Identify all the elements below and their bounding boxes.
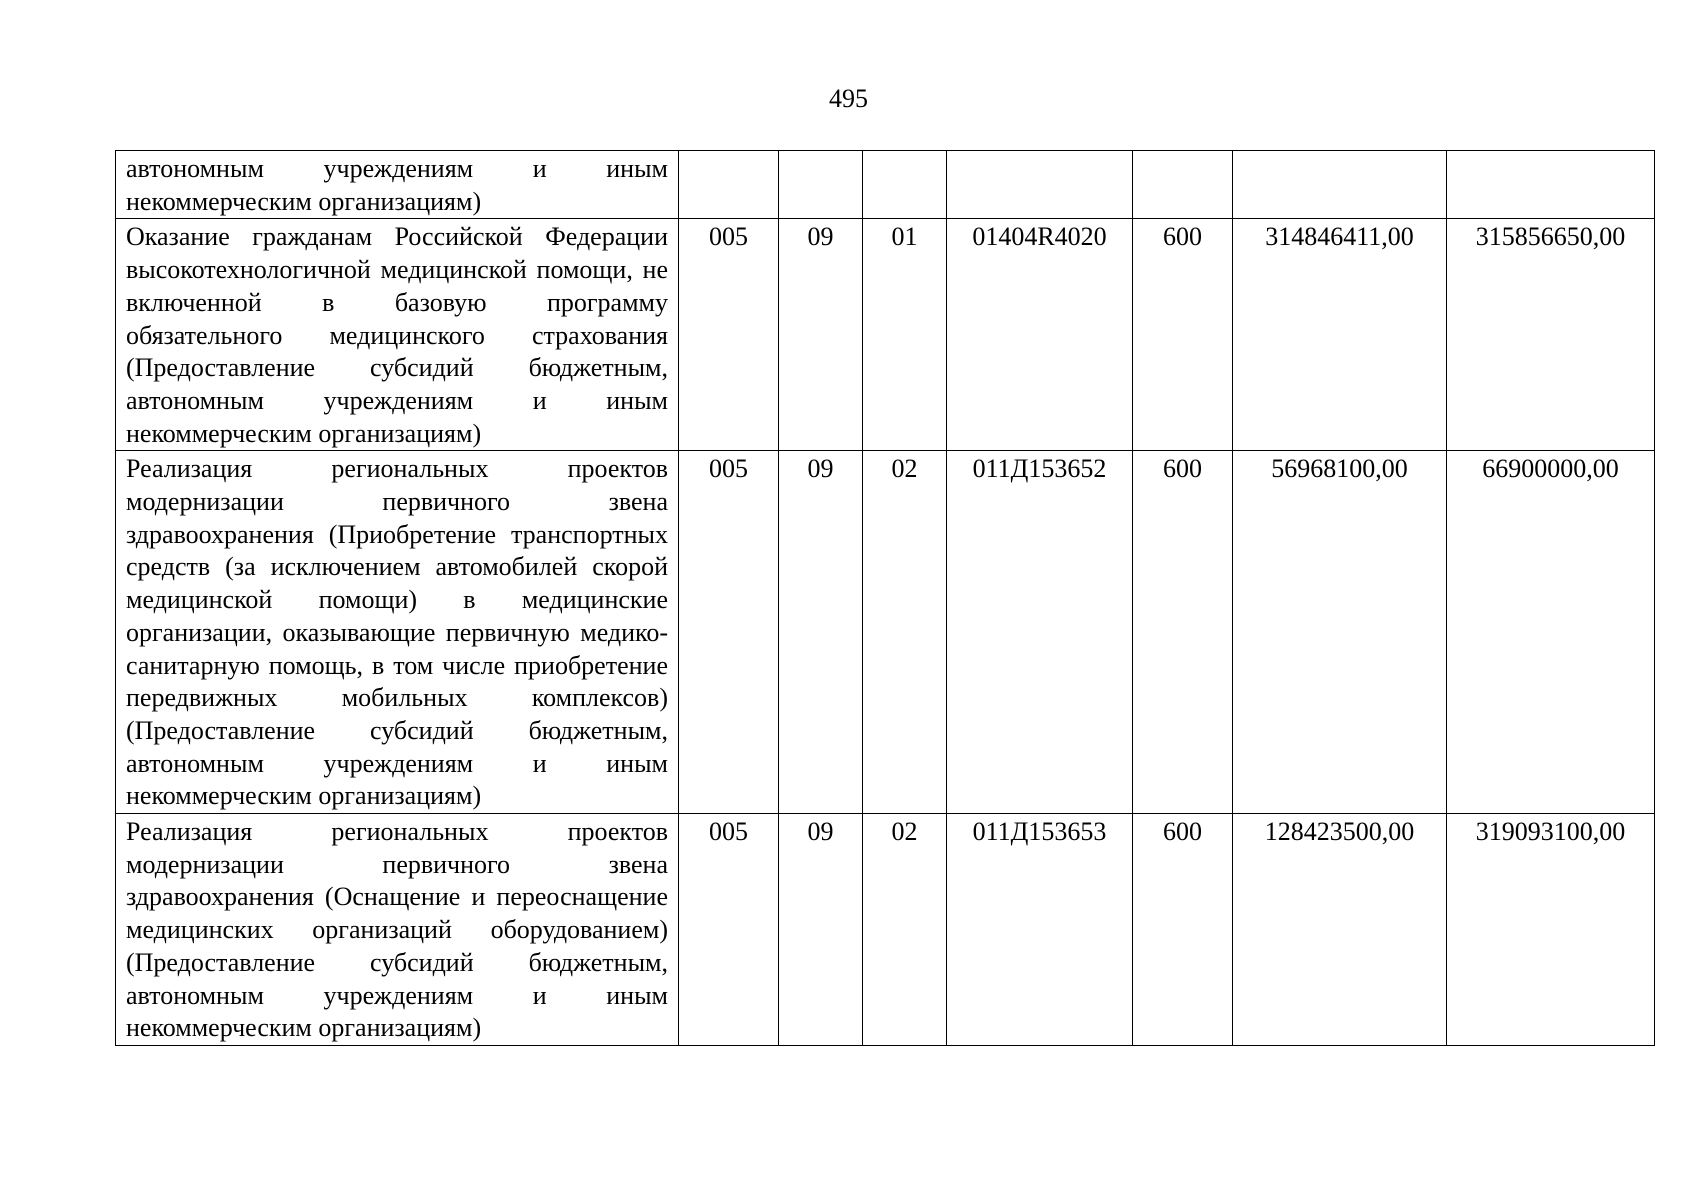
ministry-code bbox=[679, 151, 779, 219]
section-code: 09 bbox=[779, 451, 863, 814]
target-article-code: 01404R4020 bbox=[947, 219, 1133, 451]
subsection-code: 01 bbox=[863, 219, 947, 451]
amount-second-year: 315856650,00 bbox=[1447, 219, 1655, 451]
amount-first-year: 128423500,00 bbox=[1233, 814, 1447, 1046]
ministry-code: 005 bbox=[679, 814, 779, 1046]
expense-type-code: 600 bbox=[1133, 219, 1233, 451]
amount-first-year: 56968100,00 bbox=[1233, 451, 1447, 814]
expense-description: Реализация региональных проектов модернизации первичного звена здравоохранения (Оснащение и переоснащение медицинских организаций оборудованием) (Предоставление субсидий бюджетным, автономным учреждениям и иным некоммерческим организациям) bbox=[116, 814, 679, 1046]
expense-type-code: 600 bbox=[1133, 814, 1233, 1046]
amount-second-year bbox=[1447, 151, 1655, 219]
expense-type-code: 600 bbox=[1133, 451, 1233, 814]
amount-first-year: 314846411,00 bbox=[1233, 219, 1447, 451]
amount-second-year: 319093100,00 bbox=[1447, 814, 1655, 1046]
section-code: 09 bbox=[779, 814, 863, 1046]
target-article-code: 011Д153653 bbox=[947, 814, 1133, 1046]
ministry-code: 005 bbox=[679, 219, 779, 451]
table-row bbox=[116, 151, 1655, 219]
budget-table bbox=[115, 150, 1655, 1046]
section-code bbox=[779, 151, 863, 219]
expense-type-code bbox=[1133, 151, 1233, 219]
expense-description: Реализация региональных проектов модернизации первичного звена здравоохранения (Приобретение транспортных средств (за исключением автомобилей скорой медицинской помощи) в медицинские организации, оказывающие первичную медико-санитарную помощь, в том числе приобретение передвижных мобильных комплексов) (Предоставление субсидий бюджетным, автономным учреждениям и иным некоммерческим организациям) bbox=[116, 451, 679, 814]
section-code: 09 bbox=[779, 219, 863, 451]
expense-description: Оказание гражданам Российской Федерации высокотехнологичной медицинской помощи, не включенной в базовую программу обязательного медицинского страхования (Предоставление субсидий бюджетным, автономным учреждениям и иным некоммерческим организациям) bbox=[116, 219, 679, 451]
subsection-code bbox=[863, 151, 947, 219]
ministry-code: 005 bbox=[679, 451, 779, 814]
target-article-code bbox=[947, 151, 1133, 219]
table-row bbox=[116, 451, 1655, 814]
table-row bbox=[116, 814, 1655, 1046]
amount-first-year bbox=[1233, 151, 1447, 219]
page-number: 495 bbox=[829, 84, 868, 113]
target-article-code: 011Д153652 bbox=[947, 451, 1133, 814]
subsection-code: 02 bbox=[863, 451, 947, 814]
expense-description: автономным учреждениям и иным некоммерческим организациям) bbox=[116, 151, 679, 219]
amount-second-year: 66900000,00 bbox=[1447, 451, 1655, 814]
subsection-code: 02 bbox=[863, 814, 947, 1046]
table-row bbox=[116, 219, 1655, 451]
